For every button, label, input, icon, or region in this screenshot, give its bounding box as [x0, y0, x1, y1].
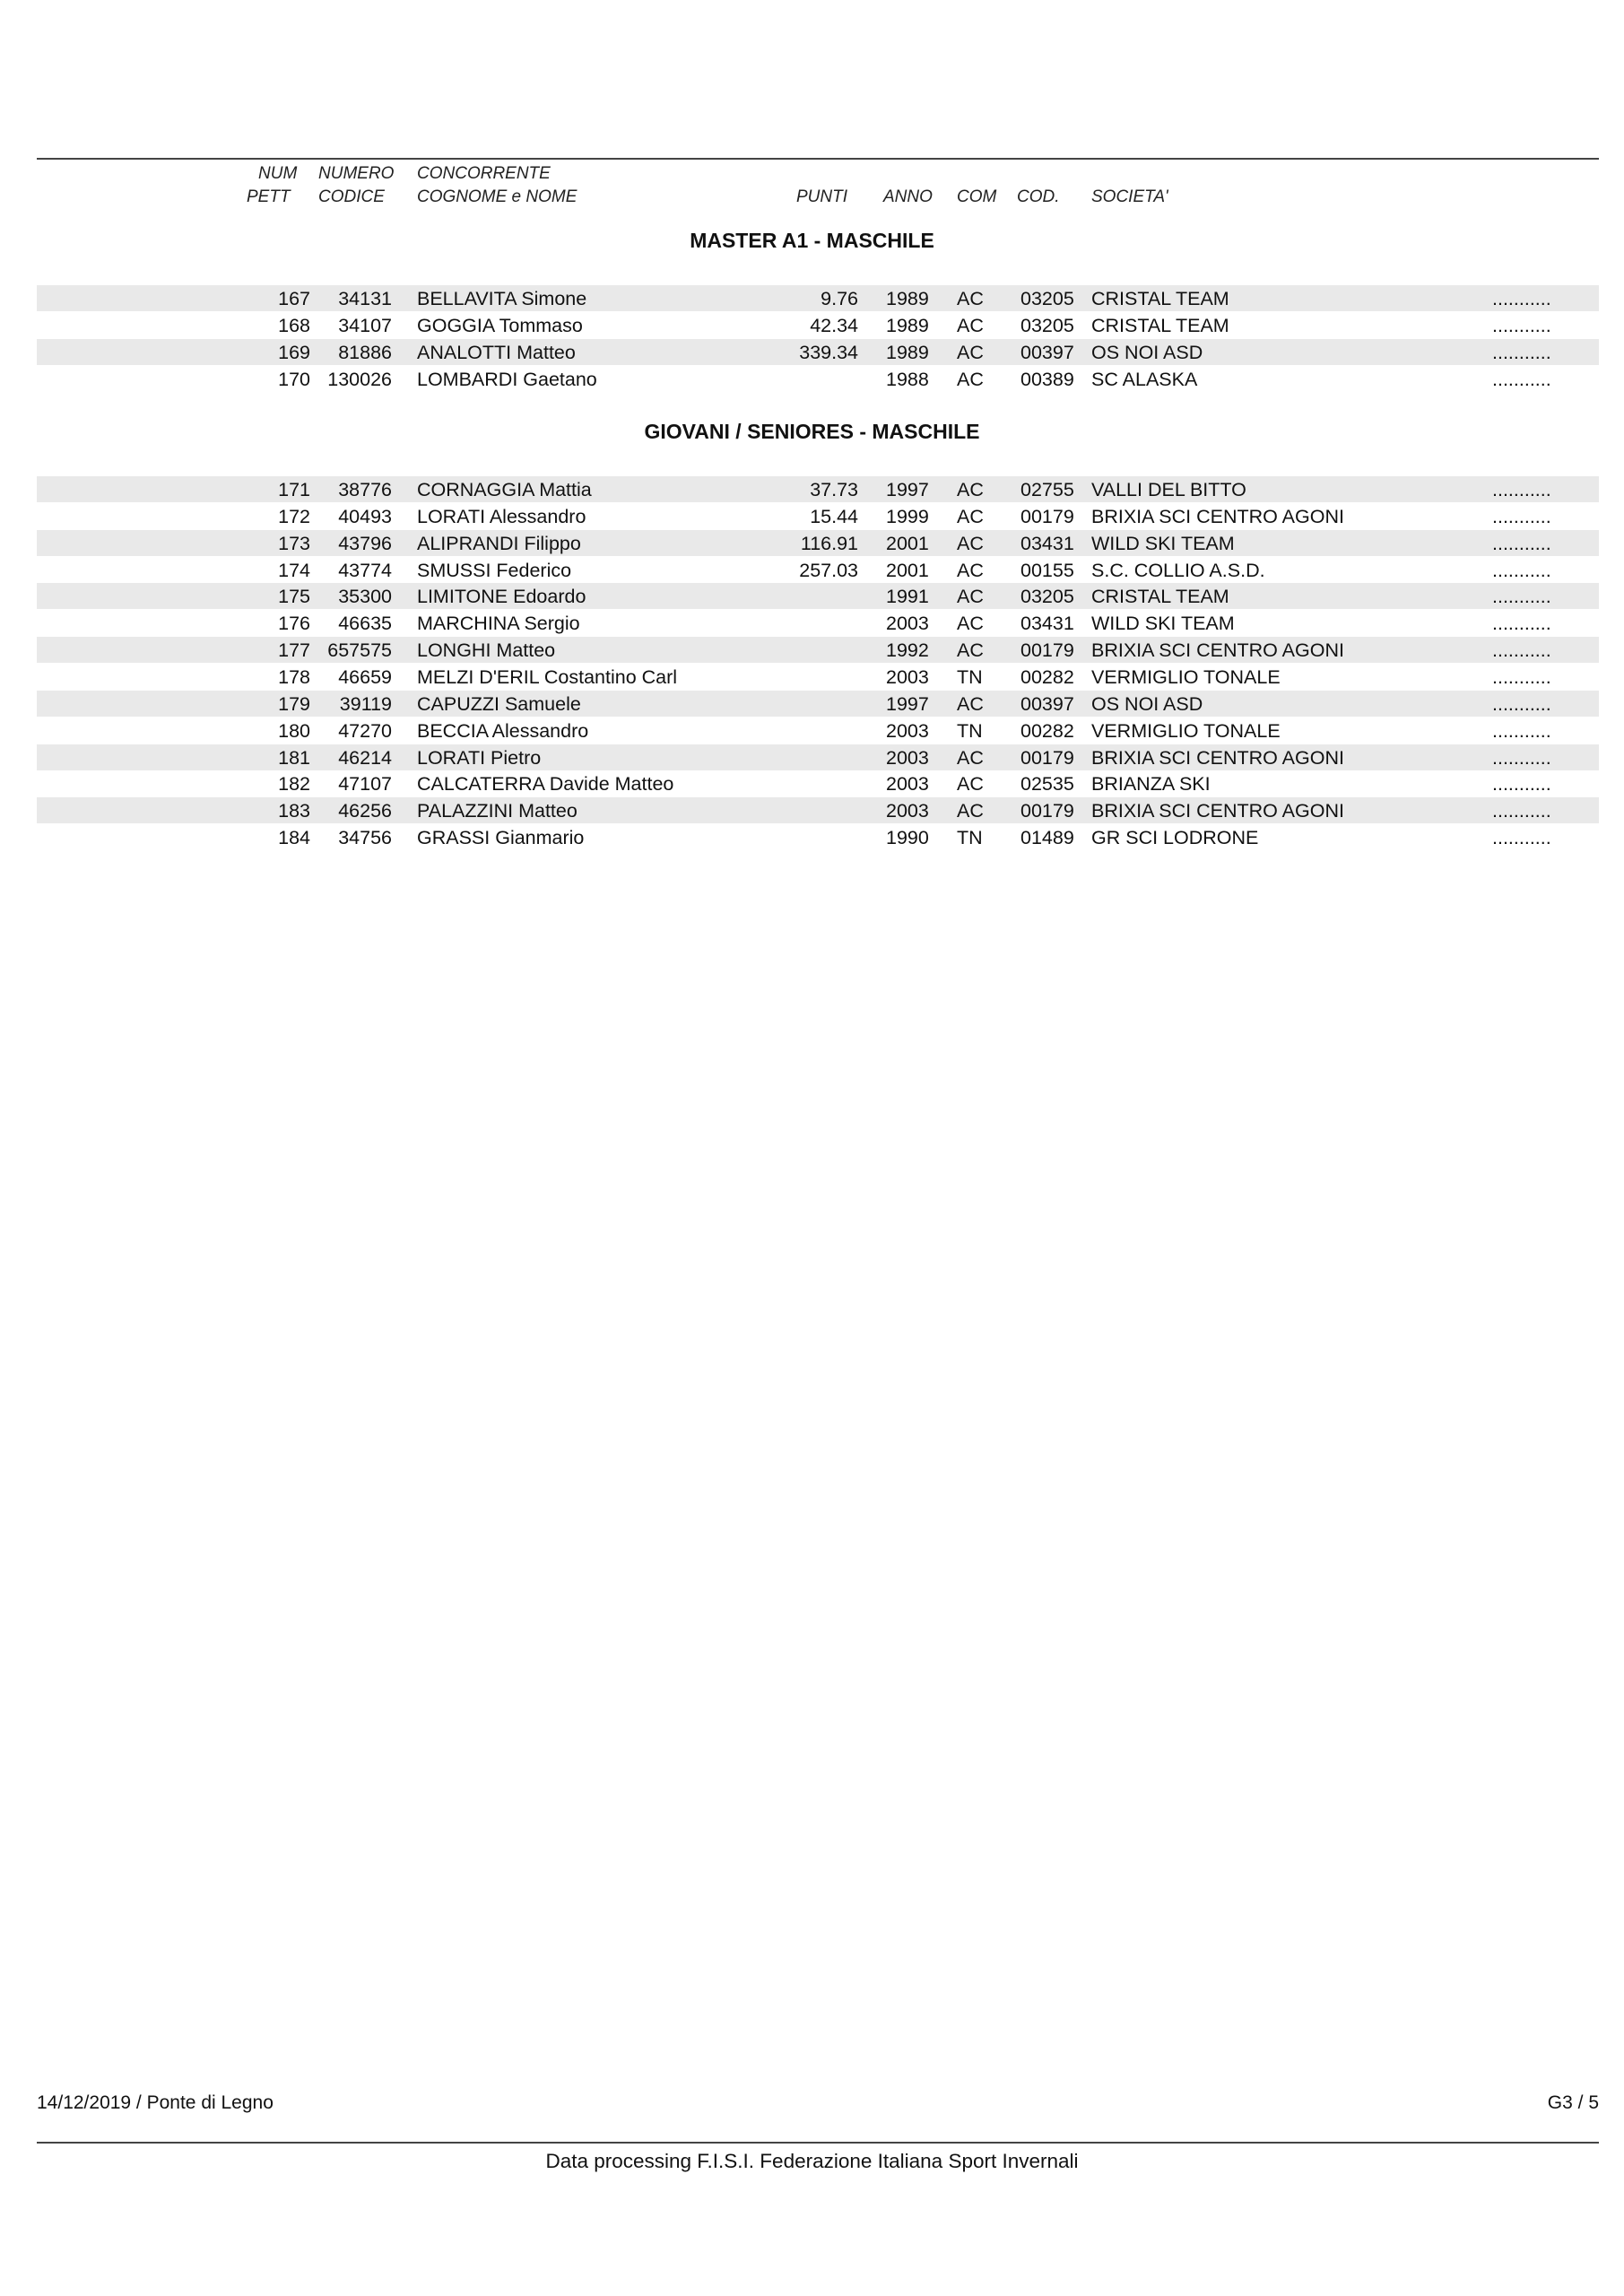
cell-com: AC	[957, 746, 984, 769]
cell-cod: 00389	[1020, 368, 1074, 390]
table-row	[37, 610, 1599, 636]
cell-punti: 15.44	[810, 505, 858, 527]
cell-anno: 1988	[886, 368, 929, 390]
cell-code: 46214	[338, 746, 392, 769]
cell-cod: 03431	[1020, 532, 1074, 554]
table-row	[37, 637, 1599, 663]
header-num-top: NUM	[258, 164, 298, 183]
cell-societa: SC ALASKA	[1091, 368, 1198, 390]
table-row	[37, 691, 1599, 717]
cell-societa: BRIXIA SCI CENTRO AGONI	[1091, 639, 1344, 662]
footer-rule	[37, 2142, 1599, 2144]
cell-cod: 03205	[1020, 586, 1074, 608]
cell-name: LORATI Alessandro	[417, 505, 586, 527]
cell-com: AC	[957, 505, 984, 527]
section-title: MASTER A1 - MASCHILE	[690, 229, 934, 252]
cell-anno: 1989	[886, 288, 929, 309]
cell-societa: BRIXIA SCI CENTRO AGONI	[1091, 800, 1344, 822]
cell-anno: 1992	[886, 639, 929, 662]
header-code-top: NUMERO	[318, 164, 395, 183]
cell-num: 175	[278, 586, 310, 608]
cell-anno: 2001	[886, 559, 929, 581]
cell-name: BELLAVITA Simone	[417, 288, 587, 309]
cell-societa: BRIXIA SCI CENTRO AGONI	[1091, 746, 1344, 769]
cell-anno: 2003	[886, 719, 929, 742]
cell-punti: 339.34	[799, 341, 858, 363]
cell-cod: 00282	[1020, 719, 1074, 742]
cell-code: 39119	[339, 692, 392, 715]
cell-dots: ...........	[1492, 314, 1551, 336]
cell-dots: ...........	[1492, 827, 1551, 849]
cell-punti: 257.03	[799, 559, 858, 581]
cell-societa: CRISTAL TEAM	[1091, 314, 1229, 336]
header-punti: PUNTI	[796, 187, 847, 206]
table-row	[37, 664, 1599, 690]
cell-anno: 2001	[886, 532, 929, 554]
cell-societa: OS NOI ASD	[1091, 692, 1203, 715]
cell-societa: VALLI DEL BITTO	[1091, 479, 1246, 500]
cell-com: AC	[957, 692, 984, 715]
header-num-bottom: PETT	[247, 187, 291, 206]
cell-com: AC	[957, 773, 984, 796]
footer-credit: Data processing F.I.S.I. Federazione Italiana Sport Invernali	[545, 2150, 1079, 2172]
cell-code: 43774	[338, 559, 392, 581]
table-row	[37, 744, 1599, 770]
cell-com: AC	[957, 288, 984, 309]
header-code-bottom: CODICE	[318, 187, 385, 206]
cell-name: CALCATERRA Davide Matteo	[417, 773, 674, 796]
cell-punti: 116.91	[800, 532, 858, 554]
cell-punti: 9.76	[821, 288, 858, 309]
cell-num: 172	[278, 505, 310, 527]
cell-com: AC	[957, 532, 984, 554]
header-societa: SOCIETA'	[1091, 187, 1168, 206]
cell-name: CORNAGGIA Mattia	[417, 479, 592, 500]
table-row	[37, 285, 1599, 311]
cell-name: ALIPRANDI Filippo	[417, 532, 581, 554]
cell-societa: CRISTAL TEAM	[1091, 288, 1229, 309]
cell-cod: 00179	[1020, 800, 1074, 822]
table-row	[37, 770, 1599, 796]
cell-name: GOGGIA Tommaso	[417, 314, 583, 336]
cell-num: 181	[278, 746, 310, 769]
cell-name: LIMITONE Edoardo	[417, 586, 586, 608]
cell-com: AC	[957, 559, 984, 581]
cell-societa: S.C. COLLIO A.S.D.	[1091, 559, 1265, 581]
cell-cod: 00179	[1020, 746, 1074, 769]
cell-cod: 02535	[1020, 773, 1074, 796]
cell-code: 81886	[338, 341, 392, 363]
cell-societa: OS NOI ASD	[1091, 341, 1203, 363]
cell-dots: ...........	[1492, 559, 1551, 581]
cell-num: 171	[278, 479, 310, 500]
cell-anno: 2003	[886, 746, 929, 769]
cell-num: 180	[278, 719, 310, 742]
cell-cod: 00179	[1020, 505, 1074, 527]
cell-dots: ...........	[1492, 800, 1551, 822]
cell-code: 47107	[338, 773, 392, 796]
cell-dots: ...........	[1492, 746, 1551, 769]
table-row	[37, 503, 1599, 529]
cell-dots: ...........	[1492, 719, 1551, 742]
cell-name: PALAZZINI Matteo	[417, 800, 578, 822]
cell-cod: 00155	[1020, 559, 1074, 581]
cell-com: AC	[957, 613, 984, 635]
cell-dots: ...........	[1492, 639, 1551, 662]
cell-com: TN	[957, 665, 983, 688]
top-rule	[37, 158, 1599, 160]
cell-dots: ...........	[1492, 479, 1551, 500]
cell-societa: CRISTAL TEAM	[1091, 586, 1229, 608]
cell-dots: ...........	[1492, 505, 1551, 527]
cell-cod: 00282	[1020, 665, 1074, 688]
cell-num: 179	[278, 692, 310, 715]
cell-name: MELZI D'ERIL Costantino Carl	[417, 665, 678, 688]
cell-societa: VERMIGLIO TONALE	[1091, 665, 1281, 688]
cell-num: 167	[278, 288, 310, 309]
cell-name: LORATI Pietro	[417, 746, 542, 769]
cell-cod: 00397	[1020, 341, 1074, 363]
cell-code: 35300	[338, 586, 392, 608]
cell-societa: BRIXIA SCI CENTRO AGONI	[1091, 505, 1344, 527]
cell-anno: 2003	[886, 773, 929, 796]
cell-com: TN	[957, 827, 983, 849]
cell-num: 182	[278, 773, 310, 796]
cell-name: LONGHI Matteo	[417, 639, 556, 662]
cell-com: AC	[957, 479, 984, 500]
cell-anno: 1989	[886, 314, 929, 336]
cell-name: MARCHINA Sergio	[417, 613, 580, 635]
cell-punti: 42.34	[810, 314, 858, 336]
cell-dots: ...........	[1492, 613, 1551, 635]
cell-com: AC	[957, 314, 984, 336]
cell-anno: 2003	[886, 800, 929, 822]
cell-num: 178	[278, 665, 310, 688]
cell-name: CAPUZZI Samuele	[417, 692, 581, 715]
section-title: GIOVANI / SENIORES - MASCHILE	[644, 420, 980, 443]
cell-dots: ...........	[1492, 665, 1551, 688]
cell-name: ANALOTTI Matteo	[417, 341, 576, 363]
cell-cod: 00397	[1020, 692, 1074, 715]
cell-num: 183	[278, 800, 310, 822]
cell-dots: ...........	[1492, 288, 1551, 309]
cell-dots: ...........	[1492, 368, 1551, 390]
table-row	[37, 476, 1599, 502]
cell-anno: 1997	[886, 479, 929, 500]
cell-num: 176	[278, 613, 310, 635]
cell-com: AC	[957, 368, 984, 390]
cell-num: 184	[278, 827, 310, 849]
cell-societa: WILD SKI TEAM	[1091, 613, 1235, 635]
cell-anno: 1991	[886, 586, 929, 608]
cell-code: 34131	[338, 288, 392, 309]
cell-code: 657575	[327, 639, 392, 662]
header-name-bottom: COGNOME e NOME	[417, 187, 578, 206]
cell-anno: 1997	[886, 692, 929, 715]
cell-name: BECCIA Alessandro	[417, 719, 589, 742]
cell-anno: 1989	[886, 341, 929, 363]
cell-cod: 01489	[1020, 827, 1074, 849]
cell-cod: 00179	[1020, 639, 1074, 662]
cell-num: 174	[278, 559, 310, 581]
table-row	[37, 583, 1599, 609]
cell-code: 46659	[338, 665, 392, 688]
cell-cod: 02755	[1020, 479, 1074, 500]
cell-code: 46256	[338, 800, 392, 822]
table-row	[37, 824, 1599, 850]
cell-code: 40493	[338, 505, 392, 527]
cell-com: AC	[957, 639, 984, 662]
cell-code: 34756	[338, 827, 392, 849]
footer-page-number: G3 / 5	[1547, 2092, 1599, 2113]
footer-date-place: 14/12/2019 / Ponte di Legno	[37, 2092, 274, 2113]
table-row	[37, 366, 1599, 392]
cell-code: 38776	[338, 479, 392, 500]
cell-societa: VERMIGLIO TONALE	[1091, 719, 1281, 742]
cell-anno: 2003	[886, 665, 929, 688]
table-row	[37, 339, 1599, 365]
cell-name: GRASSI Gianmario	[417, 827, 585, 849]
table-row	[37, 557, 1599, 583]
cell-code: 34107	[338, 314, 392, 336]
cell-anno: 2003	[886, 613, 929, 635]
cell-dots: ...........	[1492, 586, 1551, 608]
cell-code: 47270	[338, 719, 392, 742]
cell-code: 46635	[338, 613, 392, 635]
cell-com: TN	[957, 719, 983, 742]
cell-dots: ...........	[1492, 692, 1551, 715]
cell-dots: ...........	[1492, 773, 1551, 796]
cell-punti: 37.73	[810, 479, 858, 500]
cell-cod: 03431	[1020, 613, 1074, 635]
cell-name: SMUSSI Federico	[417, 559, 572, 581]
cell-num: 170	[278, 368, 310, 390]
cell-num: 177	[278, 639, 310, 662]
header-com: COM	[957, 187, 997, 206]
cell-num: 169	[278, 341, 310, 363]
cell-societa: BRIANZA SKI	[1091, 773, 1211, 796]
table-row	[37, 312, 1599, 338]
cell-societa: GR SCI LODRONE	[1091, 827, 1259, 849]
cell-com: AC	[957, 341, 984, 363]
cell-num: 168	[278, 314, 310, 336]
cell-num: 173	[278, 532, 310, 554]
cell-cod: 03205	[1020, 314, 1074, 336]
table-row	[37, 530, 1599, 556]
cell-name: LOMBARDI Gaetano	[417, 368, 597, 390]
cell-com: AC	[957, 800, 984, 822]
cell-societa: WILD SKI TEAM	[1091, 532, 1235, 554]
header-cod: COD.	[1017, 187, 1060, 206]
header-anno: ANNO	[883, 187, 933, 206]
cell-cod: 03205	[1020, 288, 1074, 309]
header-name-top: CONCORRENTE	[417, 164, 551, 183]
table-row	[37, 718, 1599, 744]
cell-com: AC	[957, 586, 984, 608]
cell-code: 130026	[327, 368, 392, 390]
cell-dots: ...........	[1492, 532, 1551, 554]
table-row	[37, 797, 1599, 823]
cell-anno: 1999	[886, 505, 929, 527]
cell-dots: ...........	[1492, 341, 1551, 363]
cell-anno: 1990	[886, 827, 929, 849]
cell-code: 43796	[338, 532, 392, 554]
